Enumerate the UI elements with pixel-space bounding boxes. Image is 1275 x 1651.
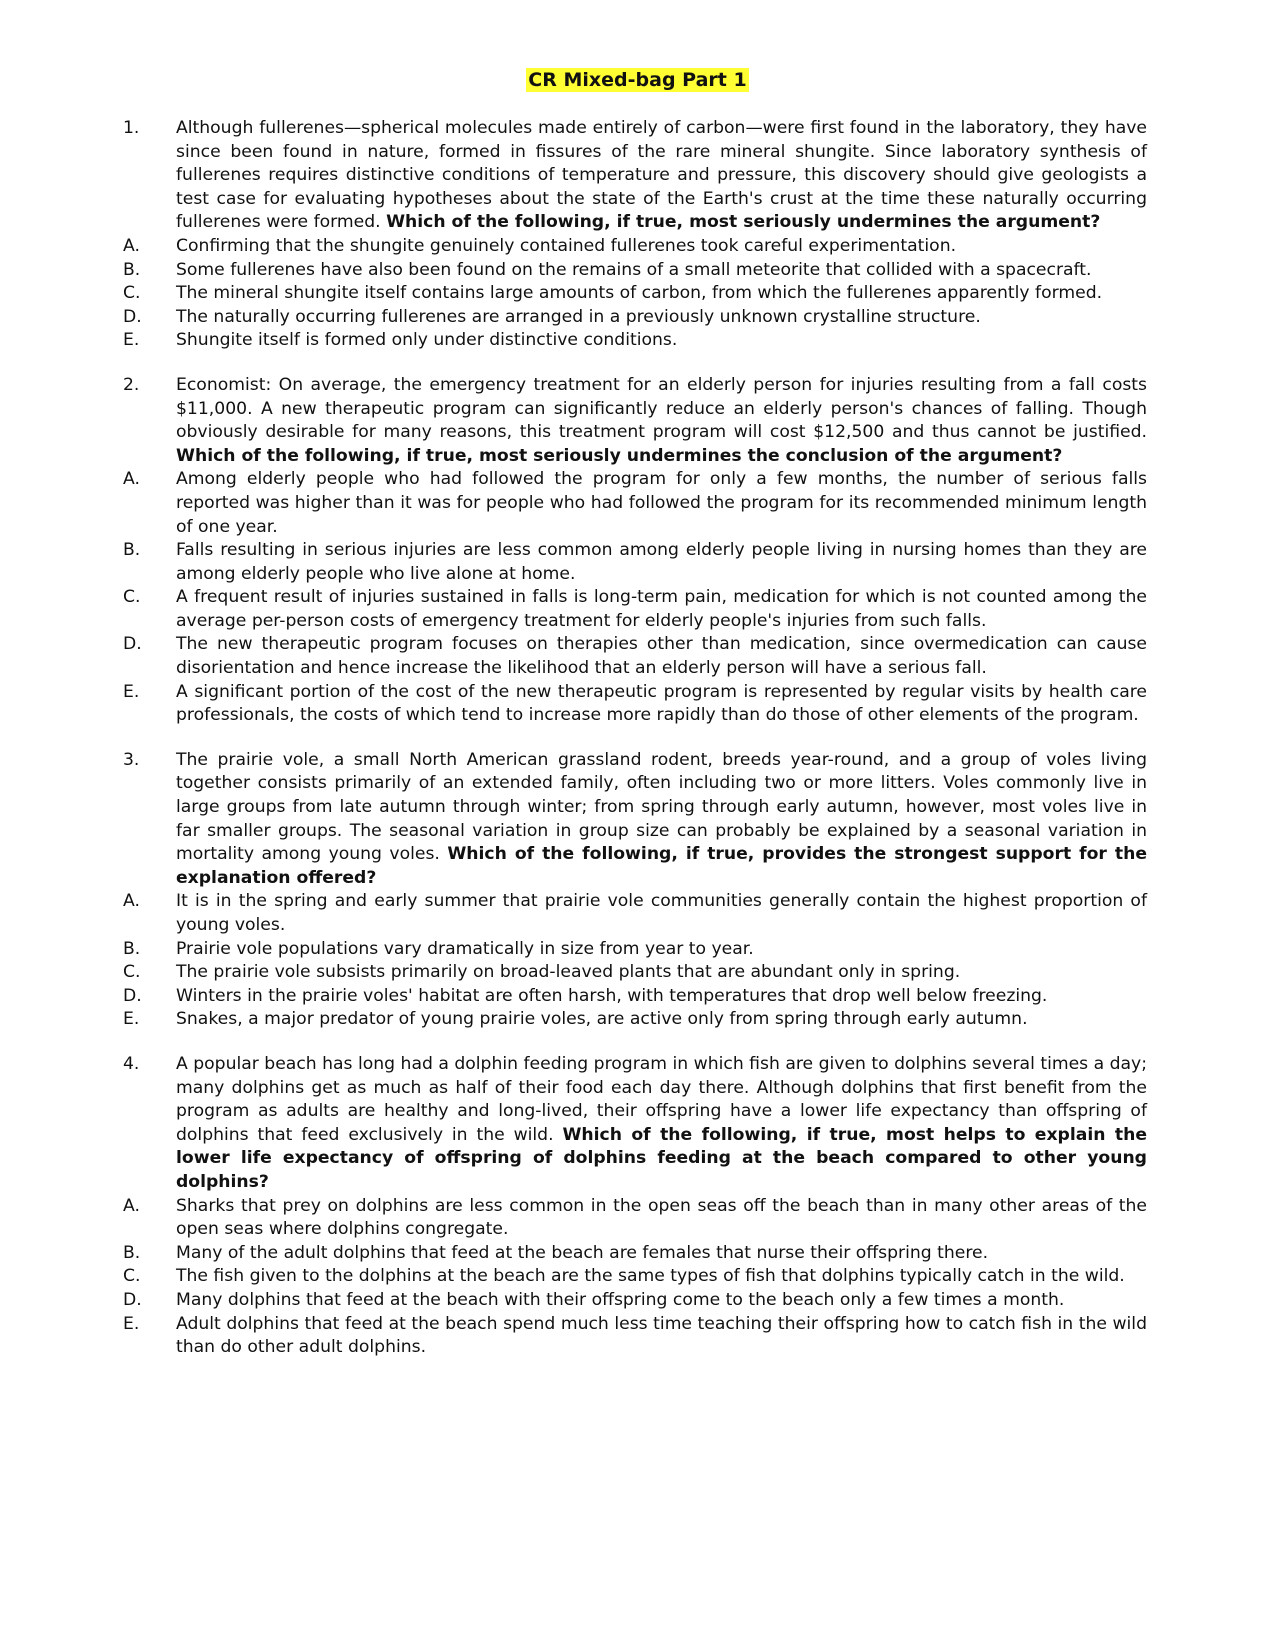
stem-text: Although fullerenes—spherical molecules made entirely of carbon—were first found in the laboratory, they have since been found in nature, formed in fissures of the rare mineral shungite. Since laboratory synthesis of fullerenes requires distinctive conditions of temperature and pressure, this discovery should give geologists a test case for evaluating hypotheses about the state of the Earth's crust at the time these naturally occurring fullerenes were formed.	[176, 118, 1147, 233]
question-prompt: Which of the following, if true, most seriously undermines the conclusion of the argument?	[176, 445, 1063, 466]
question-3	[117, 749, 1147, 1032]
answer-option-d	[117, 1289, 1147, 1313]
answer-option-b	[117, 938, 1147, 962]
question-4	[117, 1053, 1147, 1360]
option-text: The prairie vole subsists primarily on broad-leaved plants that are abundant only in spring.	[176, 962, 961, 983]
stem-text: Economist: On average, the emergency treatment for an elderly person for injuries resulting from a fall costs $11,000. A new therapeutic program can significantly reduce an elderly person's chances of falling. Though obviously desirable for many reasons, this treatment program will cost $12,500 and thus cannot be justified.	[176, 374, 1147, 443]
option-letter: A.	[123, 469, 140, 490]
question-stem-row	[117, 749, 1147, 891]
question-number: 3.	[123, 749, 140, 770]
question-number: 1.	[123, 118, 140, 138]
option-text: Sharks that prey on dolphins are less common in the open seas off the beach than in many other areas of the open seas where dolphins congregate.	[176, 1195, 1147, 1240]
answer-option-d	[117, 633, 1147, 680]
answer-option-e	[117, 1313, 1147, 1360]
option-text: Prairie vole populations vary dramatically in size from year to year.	[176, 938, 754, 959]
answer-option-d	[117, 985, 1147, 1009]
option-text: The mineral shungite itself contains large amounts of carbon, from which the fullerenes apparently formed.	[176, 283, 1103, 304]
answer-option-b	[117, 1242, 1147, 1266]
option-letter: D.	[123, 306, 142, 327]
option-letter: A.	[123, 1195, 140, 1216]
question-stem	[176, 374, 1147, 468]
option-letter: D.	[123, 1289, 142, 1310]
option-letter: E.	[123, 1313, 140, 1334]
answer-option-c	[117, 1265, 1147, 1289]
question-number: 4.	[123, 1053, 140, 1074]
option-letter: D.	[123, 634, 142, 655]
option-letter: C.	[123, 962, 141, 983]
answer-option-a	[117, 468, 1147, 539]
question-prompt: Which of the following, if true, most seriously undermines the argument?	[386, 212, 1101, 233]
question-1	[117, 117, 1147, 353]
question-2	[117, 374, 1147, 728]
question-stem	[176, 1053, 1147, 1195]
option-text: The new therapeutic program focuses on therapies other than medication, since overmedication can cause disorientation and hence increase the likelihood that an elderly person will have a serious fall.	[176, 634, 1147, 679]
option-letter: B.	[123, 938, 141, 959]
question-prompt: Which of the following, if true, provides the strongest support for the explanation offered?	[176, 844, 1147, 888]
answer-option-d	[117, 306, 1147, 330]
option-letter: C.	[123, 587, 141, 608]
question-list	[117, 117, 1147, 1381]
option-letter: B.	[123, 540, 141, 561]
answer-option-e	[117, 329, 1147, 353]
option-text: Some fullerenes have also been found on the remains of a small meteorite that collided with a spacecraft.	[176, 259, 1092, 280]
question-stem-row	[117, 374, 1147, 468]
answer-option-c	[117, 961, 1147, 985]
title-container	[0, 68, 1275, 92]
option-letter: C.	[123, 1266, 141, 1287]
option-letter: E.	[123, 681, 140, 702]
answer-option-e	[117, 681, 1147, 728]
answer-option-a	[117, 1195, 1147, 1242]
answer-option-e	[117, 1008, 1147, 1032]
option-text: Falls resulting in serious injuries are less common among elderly people living in nursing homes than they are among elderly people who live alone at home.	[176, 540, 1147, 584]
answer-option-b	[117, 539, 1147, 586]
option-text: Among elderly people who had followed the program for only a few months, the number of serious falls reported was higher than it was for people who had followed the program for its recommended minimum length of one year.	[176, 469, 1147, 537]
stem-text: A popular beach has long had a dolphin feeding program in which fish are given to dolphins several times a day; many dolphins get as much as half of their food each day there. Although dolphins that first benefit from the program as adults are healthy and long-lived, their offspring have a lower life expectancy than offspring of dolphins that feed exclusively in the wild.	[176, 1053, 1147, 1145]
option-letter: A.	[123, 891, 140, 912]
question-stem-row	[117, 1053, 1147, 1195]
option-text: Shungite itself is formed only under distinctive conditions.	[176, 330, 678, 351]
option-letter: B.	[123, 1242, 141, 1263]
option-text: Many dolphins that feed at the beach with their offspring come to the beach only a few times a month.	[176, 1289, 1065, 1310]
option-letter: E.	[123, 1009, 140, 1030]
option-letter: C.	[123, 283, 141, 304]
answer-option-c	[117, 586, 1147, 633]
option-text: Winters in the prairie voles' habitat are often harsh, with temperatures that drop well below freezing.	[176, 985, 1048, 1006]
option-text: Snakes, a major predator of young prairie voles, are active only from spring through early autumn.	[176, 1009, 1028, 1030]
answer-option-a	[117, 235, 1147, 259]
option-text: The naturally occurring fullerenes are arranged in a previously unknown crystalline structure.	[176, 306, 981, 327]
option-text: It is in the spring and early summer that prairie vole communities generally contain the highest proportion of young voles.	[176, 891, 1147, 935]
option-text: Adult dolphins that feed at the beach spend much less time teaching their offspring how to catch fish in the wild than do other adult dolphins.	[176, 1313, 1147, 1358]
option-text: Confirming that the shungite genuinely contained fullerenes took careful experimentation.	[176, 235, 957, 256]
option-text: A frequent result of injuries sustained in falls is long-term pain, medication for which is not counted among the average per-person costs of emergency treatment for elderly people's injuries from such falls.	[176, 587, 1147, 631]
answer-option-b	[117, 259, 1147, 283]
option-text: Many of the adult dolphins that feed at the beach are females that nurse their offspring there.	[176, 1242, 989, 1263]
question-stem	[176, 117, 1147, 235]
option-letter: D.	[123, 985, 142, 1006]
page-title: CR Mixed-bag Part 1	[528, 69, 747, 91]
stem-text: The prairie vole, a small North American grassland rodent, breeds year-round, and a group of voles living together consists primarily of an extended family, often including two or more litters. Voles commonly live in large groups from late autumn through winter; from spring through early autumn, however, most voles live in far smaller groups. The seasonal variation in group size can probably be explained by a seasonal variation in mortality among young voles.	[176, 749, 1147, 865]
option-letter: A.	[123, 235, 140, 256]
option-letter: E.	[123, 330, 140, 351]
question-stem	[176, 749, 1147, 891]
option-letter: B.	[123, 259, 141, 280]
question-stem-row	[117, 117, 1147, 235]
answer-option-c	[117, 282, 1147, 306]
option-text: A significant portion of the cost of the new therapeutic program is represented by regular visits by health care professionals, the costs of which tend to increase more rapidly than do those of other elements of the program.	[176, 681, 1147, 726]
option-text: The fish given to the dolphins at the beach are the same types of fish that dolphins typically catch in the wild.	[176, 1266, 1125, 1287]
question-number: 2.	[123, 374, 140, 395]
question-prompt: Which of the following, if true, most helps to explain the lower life expectancy of offspring of dolphins feeding at the beach compared to other young dolphins?	[176, 1124, 1147, 1192]
answer-option-a	[117, 890, 1147, 937]
